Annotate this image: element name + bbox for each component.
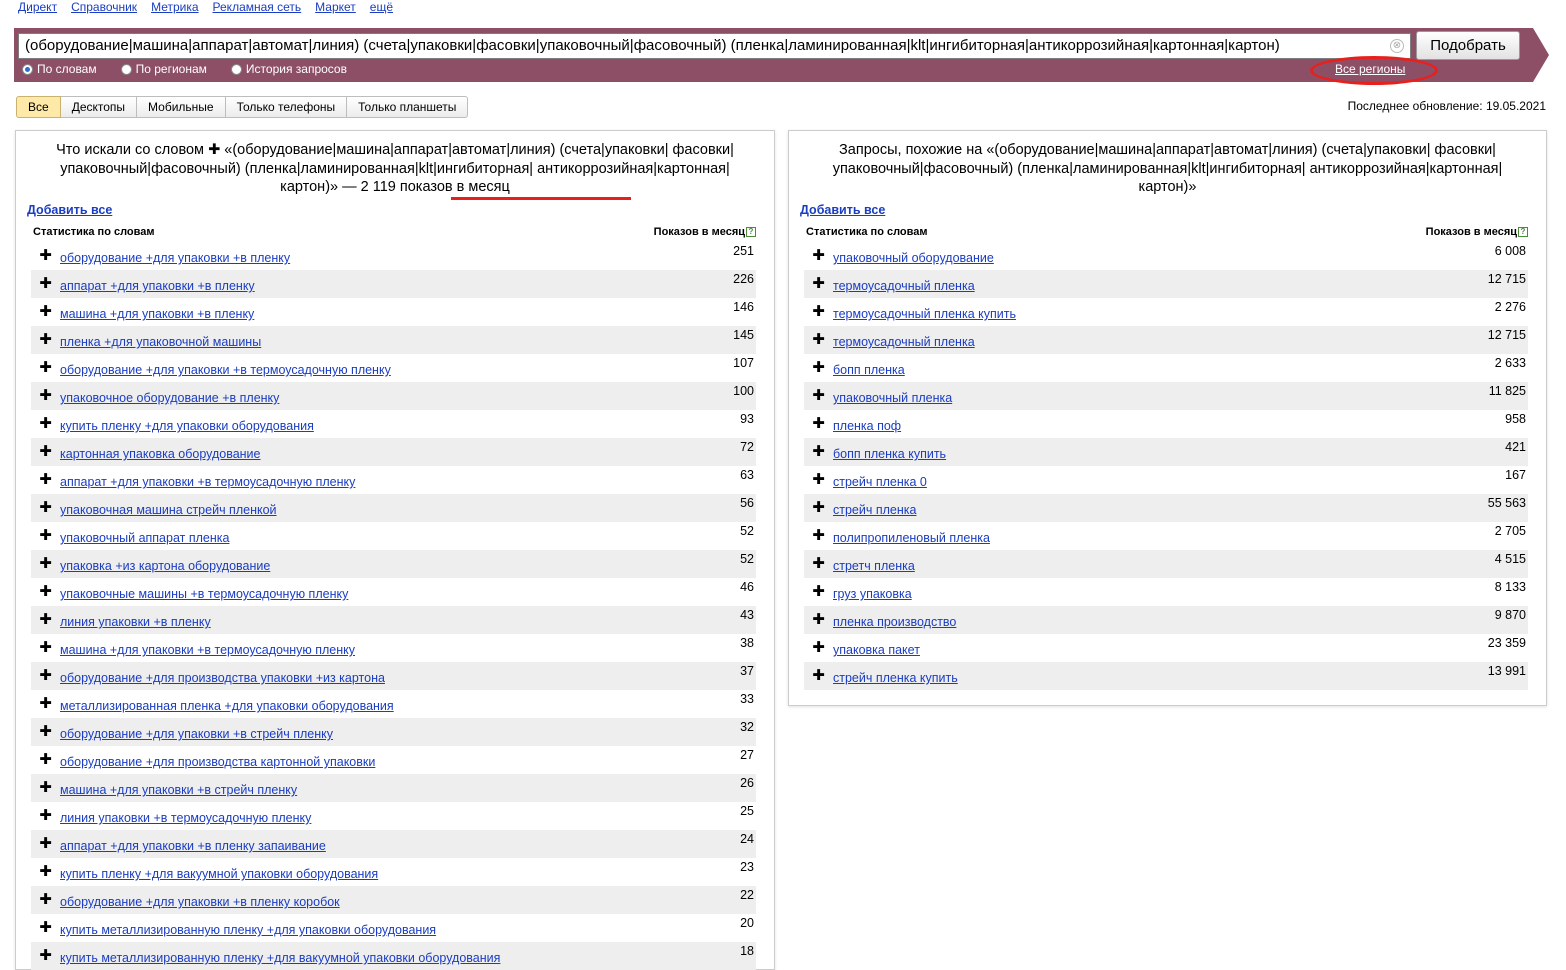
tab-all[interactable]: Все [16, 96, 61, 118]
add-keyword-plus-icon[interactable]: ✚ [39, 751, 52, 768]
radio-empty-icon [231, 64, 242, 75]
add-keyword-plus-icon[interactable]: ✚ [39, 723, 52, 740]
search-mode-radios [22, 62, 347, 76]
add-all-link[interactable]: Добавить все [800, 203, 886, 217]
keyword-link[interactable]: оборудование +для упаковки +в пленку коробок [60, 895, 340, 909]
add-keyword-plus-icon[interactable]: ✚ [39, 303, 52, 320]
column-words: Статистика по словам [806, 226, 928, 238]
impressions-count: 2 705 [1494, 524, 1526, 538]
column-count-label: Показов в месяц [653, 226, 745, 238]
table-header [806, 226, 1528, 238]
add-keyword-plus-icon[interactable]: ✚ [39, 527, 52, 544]
keyword-link[interactable]: аппарат +для упаковки +в пленку запаивание [60, 839, 326, 853]
all-regions-link[interactable]: Все регионы [1335, 62, 1406, 76]
add-keyword-plus-icon[interactable]: ✚ [39, 947, 52, 964]
highlight-underline [451, 197, 631, 200]
table-row [31, 830, 756, 858]
impressions-count: 4 515 [1494, 552, 1526, 566]
keyword-link[interactable]: упаковочная машина стрейч пленкой [60, 503, 277, 517]
similar-queries-panel [788, 130, 1547, 706]
add-keyword-plus-icon[interactable]: ✚ [812, 555, 825, 572]
column-count [1426, 226, 1528, 238]
keyword-link[interactable]: металлизированная пленка +для упаковки оборудования [60, 699, 394, 713]
table-row [31, 746, 756, 774]
nav-link-help[interactable]: Справочник [71, 0, 138, 14]
keyword-link[interactable]: оборудование +для производства картонной упаковки [60, 755, 376, 769]
keyword-link[interactable]: упаковочный аппарат пленка [60, 531, 230, 545]
add-keyword-plus-icon[interactable]: ✚ [39, 863, 52, 880]
nav-link-market[interactable]: Маркет [315, 0, 356, 14]
keyword-link[interactable]: груз упаковка [833, 587, 912, 601]
add-keyword-plus-icon[interactable]: ✚ [39, 611, 52, 628]
keyword-link[interactable]: стретч пленка [833, 559, 915, 573]
table-row [31, 606, 756, 634]
clear-icon[interactable]: ⊗ [1390, 39, 1404, 53]
impressions-count: 24 [740, 832, 754, 846]
table-row [31, 942, 756, 970]
table-row [804, 522, 1528, 550]
keyword-link[interactable]: машина +для упаковки +в термоусадочную пленку [60, 643, 355, 657]
table-row [31, 466, 756, 494]
add-keyword-plus-icon[interactable]: ✚ [39, 443, 52, 460]
table-row [804, 662, 1528, 690]
table-row [31, 326, 756, 354]
keyword-link[interactable]: упаковка +из картона оборудование [60, 559, 271, 573]
keyword-link[interactable]: термоусадочный пленка купить [833, 307, 1016, 321]
impressions-count: 25 [740, 804, 754, 818]
add-keyword-plus-icon[interactable]: ✚ [39, 919, 52, 936]
keyword-table [31, 242, 756, 970]
add-keyword-plus-icon[interactable]: ✚ [39, 695, 52, 712]
keyword-link[interactable]: полипропиленовый пленка [833, 531, 990, 545]
table-row [31, 718, 756, 746]
table-row [31, 438, 756, 466]
highlight-ellipse [1310, 56, 1438, 85]
keyword-link[interactable]: оборудование +для упаковки +в пленку [60, 251, 291, 265]
table-row [31, 858, 756, 886]
keyword-link[interactable]: пленка поф [833, 419, 902, 433]
impressions-count: 26 [740, 776, 754, 790]
impressions-count: 11 825 [1488, 384, 1526, 398]
table-row [31, 914, 756, 942]
table-row [31, 354, 756, 382]
table-row [31, 886, 756, 914]
add-keyword-plus-icon[interactable]: ✚ [812, 303, 825, 320]
search-input[interactable] [18, 33, 1411, 59]
impressions-count: 2 276 [1494, 300, 1526, 314]
table-row [804, 438, 1528, 466]
title-prefix: Что искали со словом [56, 142, 205, 158]
nav-link-metrika[interactable]: Метрика [151, 0, 199, 14]
radio-query-history[interactable] [231, 62, 347, 76]
table-row [31, 690, 756, 718]
add-keyword-plus-icon[interactable]: ✚ [812, 415, 825, 432]
keyword-link[interactable]: упаковка пакет [833, 643, 920, 657]
table-row [804, 242, 1528, 270]
impressions-count: 27 [740, 748, 754, 762]
impressions-count: 52 [740, 524, 754, 538]
keyword-link[interactable]: картонная упаковка оборудование [60, 447, 261, 461]
impressions-count: 23 359 [1487, 636, 1526, 650]
title-query: «(оборудование|машина|аппарат|автомат|линия) (счета|упаковки| фасовки|упаковочный|фасовочный) (пленка|ламинированная|klt|ингибиторная| антикоррозийная|картонная|картон)» — [60, 142, 734, 195]
table-row [804, 634, 1528, 662]
radio-label: По словам [37, 62, 97, 76]
nav-link-ad-network[interactable]: Рекламная сеть [212, 0, 302, 14]
keyword-link[interactable]: оборудование +для упаковки +в стрейч пленку [60, 727, 333, 741]
tab-mobile[interactable]: Мобильные [137, 96, 226, 118]
impressions-count: 6 008 [1494, 244, 1526, 258]
impressions-count: 37 [740, 664, 754, 678]
table-row [31, 802, 756, 830]
add-all-link[interactable]: Добавить все [27, 203, 113, 217]
keyword-link[interactable]: машина +для упаковки +в пленку [60, 307, 255, 321]
table-row [804, 578, 1528, 606]
table-row [804, 466, 1528, 494]
keyword-link[interactable]: машина +для упаковки +в стрейч пленку [60, 783, 298, 797]
table-row [31, 494, 756, 522]
keyword-link[interactable]: оборудование +для производства упаковки +из картона [60, 671, 385, 685]
impressions-count: 55 563 [1487, 496, 1526, 510]
help-icon[interactable]: ? [1518, 227, 1528, 237]
table-header [33, 226, 756, 238]
impressions-count: 52 [740, 552, 754, 566]
keyword-link[interactable]: стрейч пленка [833, 503, 917, 517]
radio-selected-icon [22, 64, 33, 75]
panel-title [16, 131, 774, 197]
keyword-link[interactable]: линия упаковки +в пленку [60, 615, 211, 629]
column-count [654, 226, 756, 238]
impressions-count: 43 [740, 608, 754, 622]
keyword-link[interactable]: купить металлизированную пленку +для вакуумной упаковки оборудования [60, 951, 501, 965]
table-row [31, 550, 756, 578]
radio-by-regions[interactable] [121, 62, 207, 76]
nav-link-more[interactable]: ещё [369, 0, 394, 14]
add-keyword-plus-icon[interactable]: ✚ [812, 387, 825, 404]
keyword-link[interactable]: стрейч пленка купить [833, 671, 958, 685]
add-keyword-plus-icon[interactable]: ✚ [39, 583, 52, 600]
pick-button[interactable]: Подобрать [1416, 31, 1520, 60]
add-keyword-plus-icon[interactable]: ✚ [39, 415, 52, 432]
top-nav [18, 0, 393, 18]
impressions-count: 100 [733, 384, 754, 398]
add-keyword-plus-icon[interactable]: ✚ [812, 583, 825, 600]
radio-by-words[interactable] [22, 62, 97, 76]
keyword-link[interactable]: термоусадочный пленка [833, 279, 975, 293]
impressions-count: 18 [740, 944, 754, 958]
add-keyword-plus-icon[interactable]: ✚ [812, 359, 825, 376]
impressions-count: 146 [733, 300, 754, 314]
impressions-count: 33 [740, 692, 754, 706]
add-keyword-plus-icon[interactable]: ✚ [39, 779, 52, 796]
tab-phones-only[interactable]: Только телефоны [226, 96, 348, 118]
impressions-count: 958 [1505, 412, 1526, 426]
add-keyword-plus-icon[interactable]: ✚ [812, 247, 825, 264]
impressions-count: 167 [1505, 468, 1526, 482]
keyword-link[interactable]: пленка +для упаковочной машины [60, 335, 262, 349]
add-keyword-plus-icon[interactable]: ✚ [812, 527, 825, 544]
panel-title: Запросы, похожие на «(оборудование|машина|аппарат|автомат|линия) (счета|упаковки| фасовки|упаковочный|фасовочный) (пленка|ламинированная|klt|ингибиторная| антикоррозийная|картонная|картон)» [832, 142, 1503, 195]
radio-label: История запросов [245, 62, 347, 76]
keyword-link[interactable]: упаковочный оборудование [833, 251, 994, 265]
add-keyword-plus-icon[interactable]: ✚ [39, 387, 52, 404]
table-row [804, 494, 1528, 522]
keyword-link[interactable]: упаковочные машины +в термоусадочную пленку [60, 587, 349, 601]
table-row [31, 774, 756, 802]
keyword-link[interactable]: упаковочное оборудование +в пленку [60, 391, 280, 405]
add-keyword-plus-icon[interactable]: ✚ [39, 667, 52, 684]
add-keyword-plus-icon[interactable]: ✚ [39, 499, 52, 516]
search-query-text: (оборудование|машина|аппарат|автомат|линия) (счета|упаковки|фасовки|упаковочный|фасовочный) (пленка|ламинированная|klt|ингибиторная|антикоррозийная|картонная|картон) [25, 37, 1280, 54]
keyword-link[interactable]: бопп пленка [833, 363, 905, 377]
impressions-count: 2 633 [1494, 356, 1526, 370]
add-keyword-plus-icon[interactable]: ✚ [39, 639, 52, 656]
column-words: Статистика по словам [33, 226, 155, 238]
add-keyword-plus-icon[interactable]: ✚ [812, 611, 825, 628]
keyword-link[interactable]: бопп пленка купить [833, 447, 947, 461]
impressions-count: 12 715 [1487, 272, 1526, 286]
impressions-count: 20 [740, 916, 754, 930]
keyword-link[interactable]: термоусадочный пленка [833, 335, 975, 349]
impressions-count: 56 [740, 496, 754, 510]
add-keyword-plus-icon[interactable]: ✚ [39, 331, 52, 348]
impressions-count: 145 [733, 328, 754, 342]
impressions-count: 9 870 [1494, 608, 1526, 622]
add-keyword-plus-icon[interactable]: ✚ [39, 359, 52, 376]
add-keyword-plus-icon[interactable]: ✚ [39, 555, 52, 572]
impressions-count: 13 991 [1487, 664, 1526, 678]
impressions-count: 32 [740, 720, 754, 734]
keyword-link[interactable]: упаковочный пленка [833, 391, 953, 405]
add-keyword-plus-icon[interactable]: ✚ [812, 331, 825, 348]
table-row [804, 298, 1528, 326]
impressions-count: 8 133 [1494, 580, 1526, 594]
add-keyword-plus-icon[interactable]: ✚ [39, 835, 52, 852]
add-keyword-plus-icon[interactable]: ✚ [812, 275, 825, 292]
tab-tablets-only[interactable]: Только планшеты [347, 96, 468, 118]
add-keyword-plus-icon[interactable]: ✚ [812, 443, 825, 460]
tab-desktops[interactable]: Десктопы [61, 96, 137, 118]
keyword-link[interactable]: пленка производство [833, 615, 957, 629]
keyword-link[interactable]: купить металлизированную пленку +для упаковки оборудования [60, 923, 437, 937]
impressions-count: 421 [1505, 440, 1526, 454]
keyword-link[interactable]: оборудование +для упаковки +в термоусадочную пленку [60, 363, 391, 377]
impressions-count: 107 [733, 356, 754, 370]
impressions-count: 63 [740, 468, 754, 482]
impressions-count: 22 [740, 888, 754, 902]
impressions-count: 38 [740, 636, 754, 650]
table-row [31, 298, 756, 326]
table-row [804, 606, 1528, 634]
help-icon[interactable]: ? [746, 227, 756, 237]
table-row [31, 634, 756, 662]
keyword-table [804, 242, 1528, 690]
keyword-link[interactable]: купить пленку +для упаковки оборудования [60, 419, 314, 433]
plus-icon: ✚ [208, 142, 221, 158]
radio-label: По регионам [135, 62, 207, 76]
add-keyword-plus-icon[interactable]: ✚ [812, 471, 825, 488]
add-keyword-plus-icon[interactable]: ✚ [812, 639, 825, 656]
table-row [31, 242, 756, 270]
keyword-link[interactable]: аппарат +для упаковки +в термоусадочную пленку [60, 475, 356, 489]
impressions-count: 23 [740, 860, 754, 874]
impressions-count: 72 [740, 440, 754, 454]
search-with-word-panel [15, 130, 775, 970]
table-row [31, 522, 756, 550]
add-keyword-plus-icon[interactable]: ✚ [39, 807, 52, 824]
table-row [804, 270, 1528, 298]
table-row [804, 354, 1528, 382]
table-row [31, 410, 756, 438]
add-keyword-plus-icon[interactable]: ✚ [39, 891, 52, 908]
add-keyword-plus-icon[interactable]: ✚ [39, 471, 52, 488]
table-row [804, 326, 1528, 354]
impressions-count: 46 [740, 580, 754, 594]
nav-link-direct[interactable]: Директ [18, 0, 58, 14]
radio-empty-icon [121, 64, 132, 75]
impressions-count: 251 [733, 244, 754, 258]
table-row [31, 270, 756, 298]
keyword-link[interactable]: стрейч пленка 0 [833, 475, 927, 489]
add-keyword-plus-icon[interactable]: ✚ [812, 667, 825, 684]
column-count-label: Показов в месяц [1425, 226, 1517, 238]
table-row [31, 382, 756, 410]
last-update-text: Последнее обновление: 19.05.2021 [1347, 99, 1546, 113]
monthly-total: 2 119 показов в месяц [360, 179, 510, 195]
table-row [31, 662, 756, 690]
search-band-arrow [1533, 28, 1549, 82]
add-keyword-plus-icon[interactable]: ✚ [39, 275, 52, 292]
impressions-count: 226 [733, 272, 754, 286]
table-row [804, 550, 1528, 578]
table-row [804, 382, 1528, 410]
keyword-link[interactable]: аппарат +для упаковки +в пленку [60, 279, 255, 293]
impressions-count: 93 [740, 412, 754, 426]
keyword-link[interactable]: купить пленку +для вакуумной упаковки оборудования [60, 867, 379, 881]
table-row [804, 410, 1528, 438]
device-tabs [16, 96, 468, 118]
keyword-link[interactable]: линия упаковки +в термоусадочную пленку [60, 811, 312, 825]
add-keyword-plus-icon[interactable]: ✚ [812, 499, 825, 516]
impressions-count: 12 715 [1487, 328, 1526, 342]
add-keyword-plus-icon[interactable]: ✚ [39, 247, 52, 264]
table-row [31, 578, 756, 606]
